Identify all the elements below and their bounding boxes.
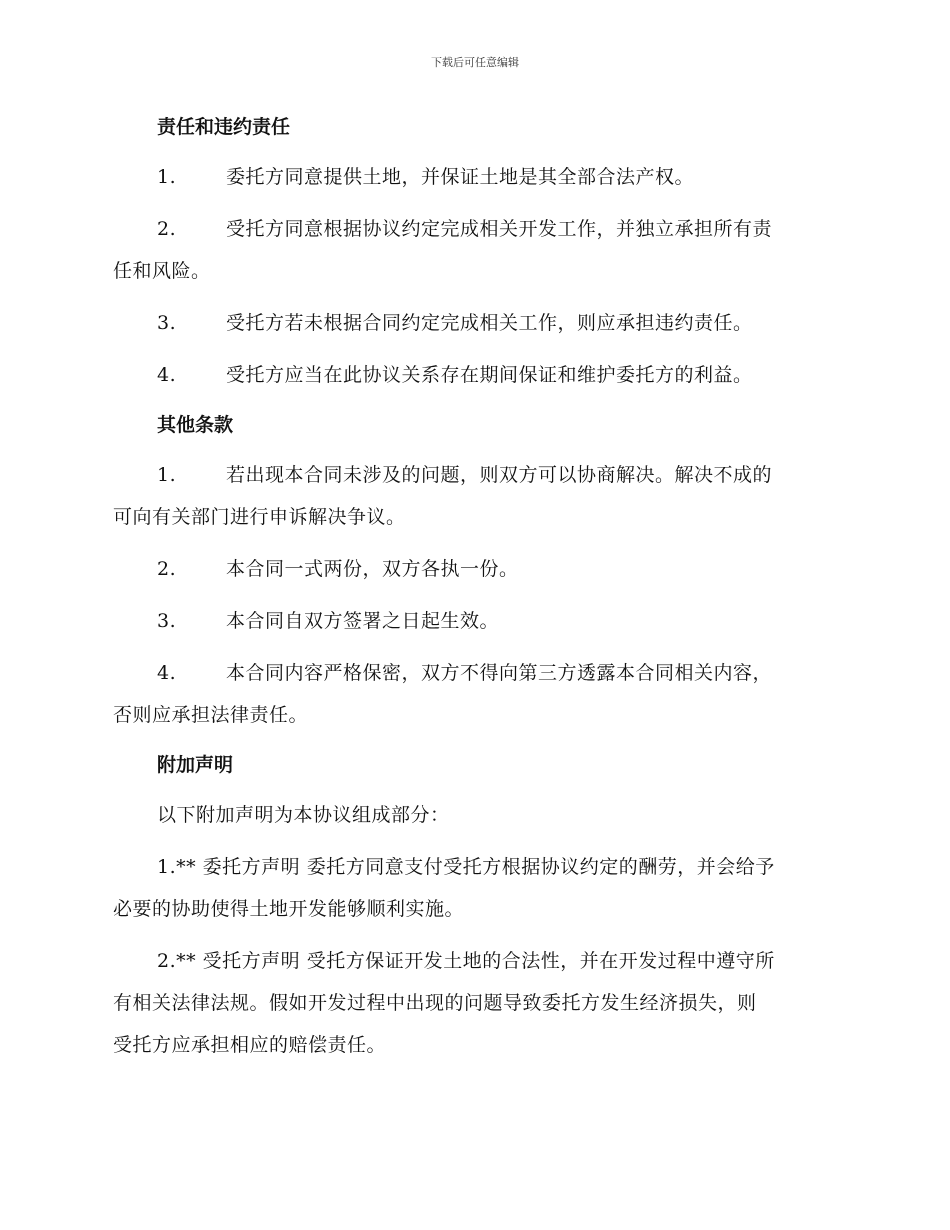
clause-2-1: 1. 若出现本合同未涉及的问题，则双方可以协商解决。解决不成的 — [157, 464, 773, 486]
clause-2-1-cont: 可向有关部门进行申诉解决争议。 — [113, 506, 406, 528]
clause-1-3: 3. 受托方若未根据合同约定完成相关工作，则应承担违约责任。 — [157, 312, 753, 334]
statement-2-line-1: 2.** 受托方声明 受托方保证开发土地的合法性，并在开发过程中遵守所 — [157, 950, 775, 972]
statement-2-line-3: 受托方应承担相应的赔偿责任。 — [113, 1034, 387, 1056]
clause-2-3: 3. 本合同自双方签署之日起生效。 — [157, 610, 500, 632]
page-header: 下载后可任意编辑 — [431, 56, 519, 69]
clause-2-4-cont: 否则应承担法律责任。 — [113, 704, 309, 726]
clause-1-4: 4. 受托方应当在此协议关系存在期间保证和维护委托方的利益。 — [157, 364, 753, 386]
clause-2-2: 2. 本合同一式两份，双方各执一份。 — [157, 558, 519, 580]
statement-1-line-1: 1.** 委托方声明 委托方同意支付受托方根据协议约定的酬劳，并会给予 — [157, 856, 775, 878]
clause-2-4: 4. 本合同内容严格保密，双方不得向第三方透露本合同相关内容， — [157, 662, 773, 684]
statement-2-line-2: 有相关法律法规。假如开发过程中出现的问题导致委托方发生经济损失，则 — [113, 992, 757, 1014]
section-title-other: 其他条款 — [157, 414, 234, 436]
section-title-additional: 附加声明 — [157, 754, 234, 776]
clause-1-1: 1. 委托方同意提供土地，并保证土地是其全部合法产权。 — [157, 166, 695, 188]
section-title-liability: 责任和违约责任 — [157, 116, 291, 138]
clause-1-2: 2. 受托方同意根据协议约定完成相关开发工作，并独立承担所有责 — [157, 218, 773, 240]
document-body — [113, 108, 833, 1066]
clause-1-2-cont: 任和风险。 — [113, 260, 211, 282]
statement-1-line-2: 必要的协助使得土地开发能够顺利实施。 — [113, 898, 465, 920]
additional-intro: 以下附加声明为本协议组成部分： — [157, 804, 450, 826]
